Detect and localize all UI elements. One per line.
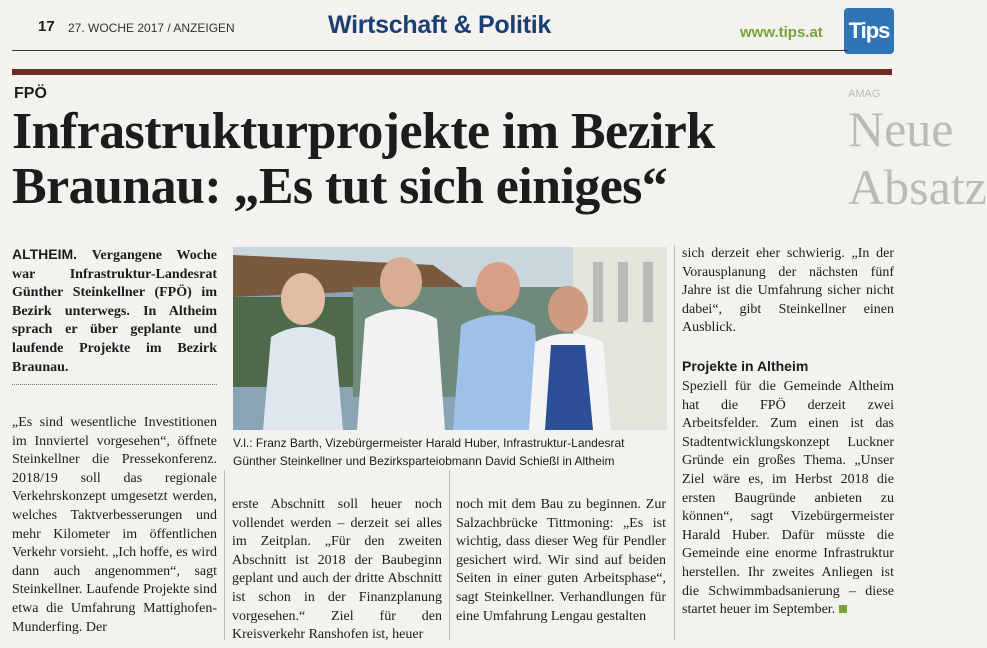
- article-lead: [12, 245, 217, 377]
- body-column-3: [456, 496, 666, 626]
- dateline: ALTHEIM.: [12, 246, 78, 262]
- body-column-4: [682, 245, 894, 338]
- ghost-headline-1: Neue: [848, 101, 954, 157]
- ghost-headline-2: Absatz: [848, 159, 987, 215]
- lead-text: Vergangene Woche war Infrastruktur-Landesrat Günther Steinkellner (FPÖ) im Bezirk unterwegs. In Altheim sprach er über geplante und laufende Projekte im Bezirk Braunau.: [12, 248, 217, 375]
- site-url: www.tips.at: [740, 24, 823, 41]
- body-text-2: erste Abschnitt soll heuer noch vollendet werden – derzeit sei alles im Zeitplan. „Für den zweiten Abschnitt ist 2018 der Baubeginn geplant und auch der dritte Abschnitt ist schon in der Finanzplanung vorgesehen.“ Ziel für den Kreisverkehr Ranshofen ist, heuer: [232, 497, 442, 643]
- article-headline: [12, 104, 842, 214]
- body-text-3: noch mit dem Bau zu beginnen. Zur Salzachbrücke Tittmoning: „Es ist wichtig, dass dieser Weg für Pendler gesichert wird. Wir sind auf beiden Seiten in einer guten Arbeitsphase“, sagt Steinkellner. Verhandlungen für eine Umfahrung Lengau gestalten: [456, 497, 666, 624]
- section-title: Wirtschaft & Politik: [328, 11, 551, 39]
- article-photo: [233, 247, 667, 430]
- group-photo-illustration: [233, 247, 667, 430]
- page-number: 17: [38, 18, 55, 35]
- body-column-1: [12, 414, 217, 637]
- article-kicker: FPÖ: [14, 85, 47, 102]
- header-rule: [12, 50, 848, 51]
- column-rule: [449, 470, 450, 640]
- headline-line-2: Braunau: „Es tut sich einiges“: [12, 158, 668, 215]
- article-subhead: Projekte in Altheim: [682, 358, 809, 374]
- body-text-4b: Speziell für die Gemeinde Altheim hat die FPÖ derzeit zwei Arbeitsfelder. Zum einen ist das Stadtentwicklungskonzept Luckner Gründe ein großes Thema. „Unser Ziel wäre es, im Herbst 2018 die ersten Baugründe anbieten zu können“, sagt Vizebürgermeister Harald Huber. Dafür müsste die Gemeinde eine enorme Infrastruktur herstellen. Ihr zweites Anliegen ist die Schwimmbadsanierung – diese startet heuer im September.: [682, 379, 894, 618]
- column-rule: [674, 245, 675, 640]
- tips-logo: Tips: [844, 8, 894, 54]
- photo-caption: V.l.: Franz Barth, Vizebürgermeister Harald Huber, Infrastruktur-Landesrat Günther Steinkellner und Bezirksparteiobmann David Schießl in Altheim: [233, 436, 625, 468]
- article-end-marker: [839, 605, 847, 613]
- lead-separator: [12, 384, 217, 385]
- body-column-4b: [682, 378, 894, 620]
- body-text-4: sich derzeit eher schwierig. „In der Vorausplanung der nächsten fünf Jahre ist die Umfahrung sicher nicht dabei“, gibt Steinkellner einen Ausblick.: [682, 246, 894, 336]
- headline-line-1: Infrastrukturprojekte im Bezirk: [12, 103, 715, 160]
- section-divider: [12, 69, 892, 75]
- issue-label: 27. WOCHE 2017 / ANZEIGEN: [68, 21, 235, 35]
- ghost-small-label: AMAG: [848, 88, 881, 100]
- body-column-2: [232, 496, 442, 645]
- column-rule: [224, 470, 225, 640]
- body-text-1: „Es sind wesentliche Investitionen im Innviertel vorgesehen“, öffnete Steinkellner die Pressekonferenz. 2018/19 soll das regionale Verkehrskonzept umgesetzt werden, welches Taktverbesserungen und mehr Kilometer im öffentlichen Verkehr vorsieht. „Ich hoffe, es wird dann auch angenommen“, sagt Steinkellner. Laufende Projekte sind etwa die Umfahrung Mattighofen-Munderfing. Der: [12, 415, 217, 635]
